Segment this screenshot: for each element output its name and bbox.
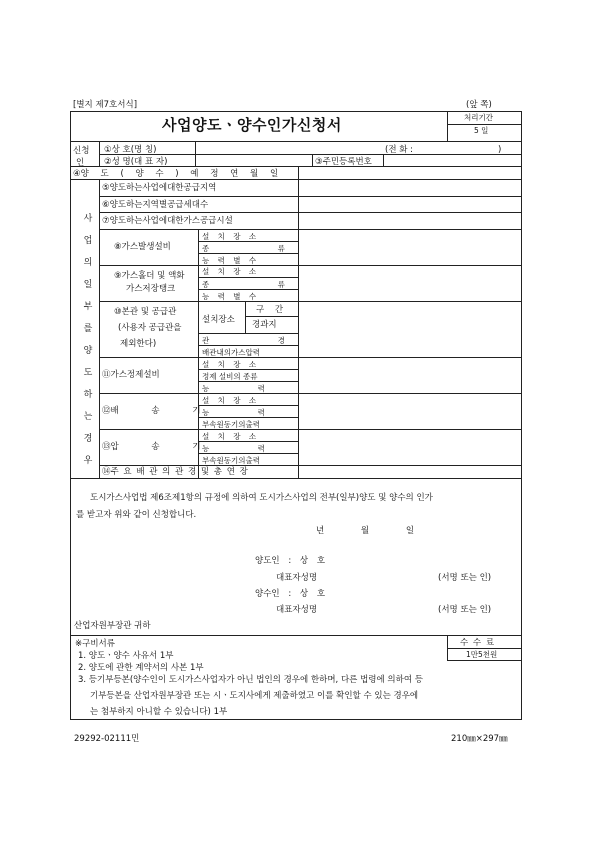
side-label-char: 양	[83, 346, 93, 356]
group-line	[99, 393, 521, 394]
group-line	[99, 357, 521, 358]
pipe-location-divider	[245, 301, 246, 333]
side-label-char: 의	[83, 258, 93, 268]
subrow-line	[198, 441, 298, 442]
side-label-char: 는	[83, 412, 93, 422]
required-doc-2: 2. 양도에 관한 계약서의 사본 1부	[78, 663, 204, 673]
processing-period-value: 5 일	[474, 126, 489, 135]
applicant-side-label-2: 인	[76, 158, 85, 168]
period-box-left	[447, 111, 448, 141]
required-doc-3: 3. 등기부등본(양수인이 도시가스사업자가 아닌 법인의 경우에 한하며, 다른 법령에 의하여 등	[78, 675, 423, 685]
side-label-char: 우	[83, 456, 93, 466]
purification-label: ⑪가스정제설비	[102, 370, 160, 380]
gas-generation-label: ⑧가스발생설비	[114, 242, 171, 252]
addressee: 산업자원부장관 귀하	[74, 621, 151, 631]
schedule-bottom-line	[70, 179, 521, 180]
transferee-label: 양수인 : 상 호	[255, 589, 326, 599]
sender-label: ⑫배 송 기	[102, 406, 201, 416]
facilities-label: ⑦양도하는사업에대한가스공급시설	[102, 216, 233, 226]
purify-location: 설 치 장 소	[202, 360, 260, 369]
pipe-label-3: 제외한다)	[120, 339, 157, 349]
title-bottom-line	[70, 141, 521, 142]
statement-line-2: 를 받고자 위와 같이 신청합니다.	[76, 510, 197, 520]
required-docs-title: ※구비서류	[75, 639, 115, 649]
application-date: 년 월 일	[316, 526, 415, 536]
subrow-line	[198, 381, 298, 382]
row-line	[99, 212, 521, 213]
subrow-line	[198, 453, 298, 454]
required-doc-3-cont: 기부등본을 산업자원부장관 또는 시ㆍ도지사에게 제출하였고 이를 확인할 수 있는 경우에	[90, 691, 419, 701]
fee-box-divider	[447, 648, 521, 649]
business-side-divider	[99, 179, 100, 478]
resident-label-right	[383, 154, 384, 166]
subrow-line	[245, 316, 298, 317]
purify-type: 정제 설비의 종류	[202, 372, 258, 381]
compressor-motor: 부속원동기의출력	[202, 456, 260, 465]
subrow-line	[198, 333, 298, 334]
gas-holder-label: ⑨가스홀더 및 액화	[114, 271, 185, 281]
form-code: 29292-02111민	[74, 734, 140, 744]
period-box-divider	[447, 124, 521, 125]
holder-capacity: 능 력 별 수	[202, 292, 260, 301]
subrow-line	[198, 289, 298, 290]
subrow-line	[198, 345, 298, 346]
compressor-capacity: 능 력	[202, 444, 268, 453]
business-value-divider	[298, 179, 299, 478]
group-line	[99, 465, 521, 466]
subrow-line	[198, 277, 298, 278]
main-pipe-label: ⑭주 요 배 관 의 관 경 및 총 연 장	[102, 467, 248, 477]
applicant-row-line	[99, 154, 521, 155]
page-side-label: (앞 쪽)	[466, 100, 492, 110]
resident-label-left	[312, 154, 313, 166]
supply-area-label: ⑤양도하는사업에대한공급지역	[102, 183, 217, 193]
subrow-line	[198, 405, 298, 406]
group-line	[99, 265, 521, 266]
form-right-border	[521, 111, 522, 678]
transferee-sign: (서명 또는 인)	[438, 605, 492, 615]
group-line	[99, 429, 521, 430]
required-doc-3-cont: 는 첨부하지 아니할 수 있습니다) 1부	[90, 707, 228, 717]
gas-holder-label-2: 가스저장탱크	[126, 284, 176, 294]
side-label-char: 도	[83, 368, 93, 378]
gas-gen-location: 설 치 장 소	[202, 232, 260, 241]
gas-gen-type: 종 류	[202, 244, 288, 253]
form-top-border	[70, 111, 522, 112]
side-label-char: 를	[83, 324, 93, 334]
form-bottom-border	[70, 719, 522, 720]
side-label-char: 경	[83, 434, 93, 444]
holder-type: 종 류	[202, 280, 288, 289]
representative-label: ②성 명(대 표 자)	[104, 157, 168, 167]
applicant-side-label: 신청	[73, 146, 90, 156]
purify-capacity: 능 력	[202, 384, 268, 393]
subrow-line	[198, 241, 298, 242]
fee-value: 1만5천원	[466, 650, 498, 659]
fee-label: 수 수 료	[460, 638, 495, 648]
households-label: ⑥양도하는지역별공급세대수	[102, 200, 209, 210]
pipe-pressure: 배관내의가스압력	[202, 348, 260, 357]
processing-period-label: 처리기간	[464, 113, 493, 122]
compressor-label: ⑬압 송 기	[102, 442, 201, 452]
side-label-char: 사	[83, 214, 93, 224]
pipe-diameter: 관 경	[202, 336, 285, 345]
side-label-char: 업	[83, 236, 93, 246]
side-label-char: 하	[83, 390, 93, 400]
paper-size: 210㎜×297㎜	[451, 734, 508, 744]
phone-close: )	[498, 145, 502, 155]
form-left-border	[70, 111, 71, 678]
subrow-line	[198, 369, 298, 370]
gas-gen-capacity: 능 력 별 수	[202, 256, 260, 265]
phone-label: (전 화 :	[385, 145, 414, 155]
form-left-border-lower	[70, 678, 71, 719]
resident-number-label: ③주민등록번호	[315, 157, 372, 167]
schedule-divider	[298, 166, 299, 179]
side-label-char: 부	[83, 302, 93, 312]
transferor-label: 양도인 : 상 호	[255, 556, 326, 566]
required-doc-1: 1. 양도ㆍ양수 사유서 1부	[78, 651, 174, 661]
transferee-rep-label: 대표자성명	[276, 605, 318, 615]
fee-box-bottom	[447, 660, 521, 661]
transfer-date-label: ④양 도 ( 양 수 ) 예 정 연 월 일	[73, 169, 279, 179]
applicant-bottom-line	[70, 166, 521, 167]
form-right-border-lower	[521, 678, 522, 719]
statement-line-1: 도시가스사업법 제6조제1항의 규정에 의하여 도시가스사업의 전부(일부)양도 및 양수의 인가	[90, 493, 433, 503]
sender-motor: 부속원동기의출력	[202, 420, 260, 429]
pipe-label-2: (사용자 공급관을	[118, 323, 182, 333]
form-number: [별지 제7호서식]	[73, 100, 138, 110]
row-line	[99, 229, 521, 230]
group-line	[99, 301, 521, 302]
pipe-location-label: 설치장소	[202, 315, 235, 325]
sender-capacity: 능 력	[202, 408, 268, 417]
business-bottom-line	[70, 478, 521, 479]
row-line	[99, 196, 521, 197]
holder-location: 설 치 장 소	[202, 267, 260, 276]
pipe-section-label: 구 간	[256, 305, 284, 315]
side-label-char: 일	[83, 280, 93, 290]
subrow-line	[198, 417, 298, 418]
pipe-label: ⑩본관 및 공급관	[114, 307, 177, 317]
sender-location: 설 치 장 소	[202, 396, 260, 405]
business-name-label: ①상 호(명 칭)	[104, 145, 157, 155]
transferor-rep-label: 대표자성명	[276, 573, 318, 583]
compressor-location: 설 치 장 소	[202, 432, 260, 441]
transferor-sign: (서명 또는 인)	[438, 573, 492, 583]
subrow-line	[198, 253, 298, 254]
form-title: 사업양도ㆍ양수인가신청서	[162, 116, 342, 134]
pipe-via-label: 경과지	[252, 320, 277, 330]
statement-bottom-line	[70, 635, 521, 636]
